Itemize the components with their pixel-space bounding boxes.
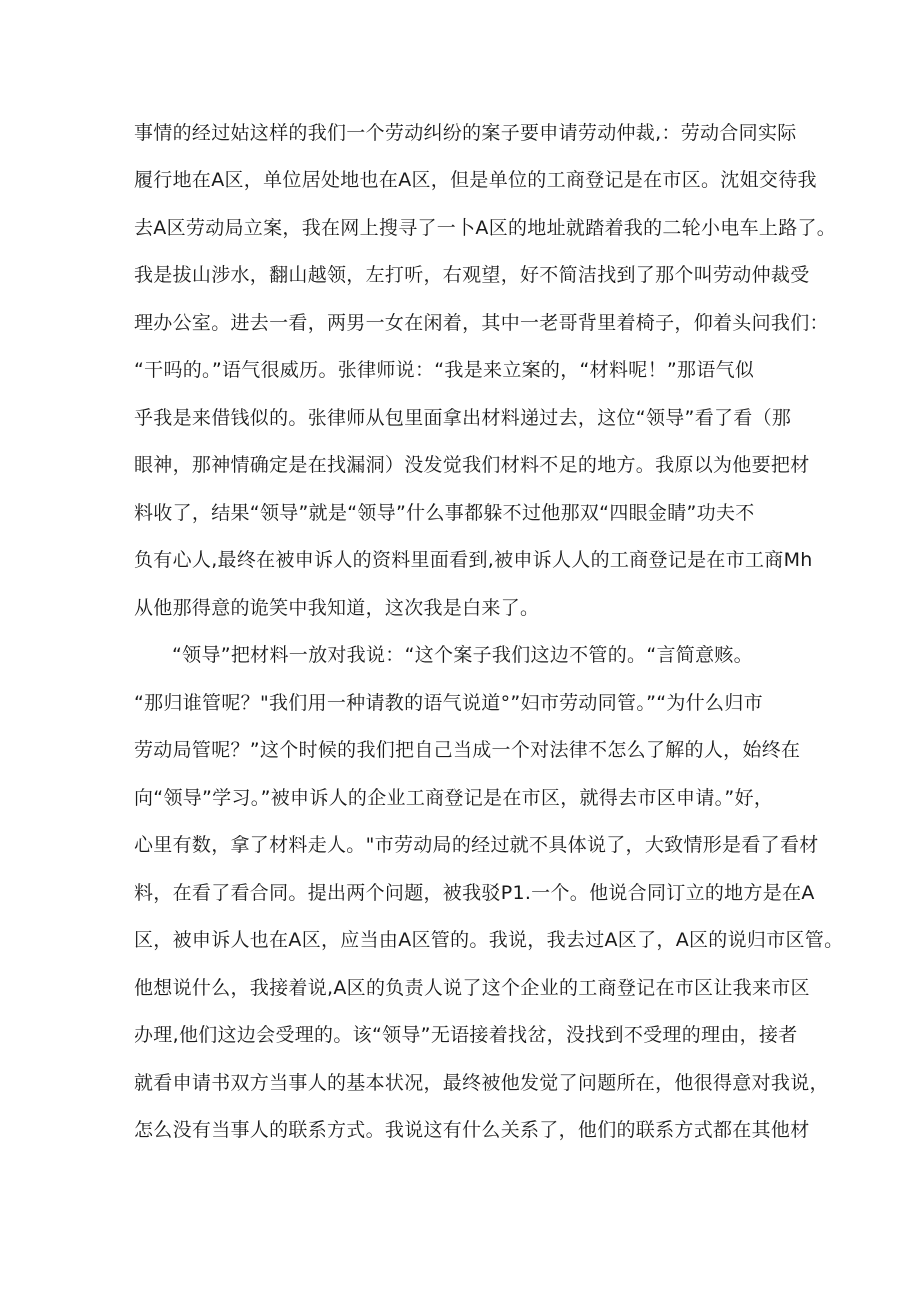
- text-line: 去A区劳动局立案，我在网上搜寻了一卜A区的地址就踏着我的二轮小电车上路了。: [134, 217, 837, 239]
- text-line: 我是拔山涉水，翻山越领，左打听，右观望，好不简洁找到了那个叫劳动仲裁受: [134, 264, 810, 286]
- text-line: 乎我是来借钱似的。张律师从包里面拿出材料递过去，这位“领导”看了看（那: [134, 407, 792, 429]
- paragraph-first-line: “领导”把材料一放对我说：“这个案子我们这边不管的。“言简意赅。: [172, 644, 753, 666]
- text-line: 他想说什么，我接着说,A区的负责人说了这个企业的工商登记在市区让我来市区: [134, 977, 810, 999]
- text-line: 履行地在A区，单位居处地也在A区，但是单位的工商登记是在市区。沈姐交待我: [134, 169, 817, 191]
- text-line: 眼神，那神情确定是在找漏洞）没发觉我们材料不足的地方。我原以为他要把材: [134, 454, 810, 476]
- text-line: 负有心人,最终在被申诉人的资料里面看到,被申诉人人的工商登记是在市工商Mh: [134, 549, 813, 571]
- text-line: 心里有数，拿了材料走人。"市劳动局的经过就不具体说了，大致情形是看了看材: [134, 834, 819, 856]
- text-line: 料，在看了看合同。提出两个问题，被我驳P1.一个。他说合同订立的地方是在A: [134, 882, 815, 904]
- text-line: 向“领导”学习。”被申诉人的企业工商登记是在市区，就得去市区申请。”好，: [134, 787, 774, 809]
- text-line: 事情的经过姑这样的我们一个劳动纠纷的案子要申请劳动仲裁,：劳动合同实际: [134, 122, 797, 144]
- text-line: “干吗的。”语气很威历。张律师说：“我是来立案的，“材料呢！”那语气似: [134, 359, 755, 381]
- text-line: 料收了，结果“领导”就是“领导”什么事都躲不过他那双“四眼金睛”功夫不: [134, 502, 755, 524]
- text-line: “那归谁管呢？"我们用一种请教的语气说道°”妇市劳动同管。”“为什么归市: [134, 692, 763, 714]
- text-line: 就看申请书双方当事人的基本状况，最终被他发觉了问题所在，他很得意对我说，: [134, 1072, 829, 1094]
- text-line: 从他那得意的诡笑中我知道，这次我是白来了。: [134, 597, 540, 619]
- text-line: 怎么没有当事人的联系方式。我说这有什么关系了，他们的联系方式都在其他材: [134, 1119, 810, 1141]
- text-line: 区，被申诉人也在A区，应当由A区管的。我说，我去过A区了，A区的说归市区管。: [134, 929, 844, 951]
- text-line: 劳动局管呢？”这个时候的我们把自己当成一个对法律不怎么了解的人，始终在: [134, 739, 801, 761]
- text-line: 办理,他们这边会受理的。该“领导”无语接着找岔，没找到不受理的理由，接者: [134, 1024, 798, 1046]
- text-line: 理办公室。进去一看，两男一女在闲着，其中一老哥背里着椅子，仰着头问我们：: [134, 312, 829, 334]
